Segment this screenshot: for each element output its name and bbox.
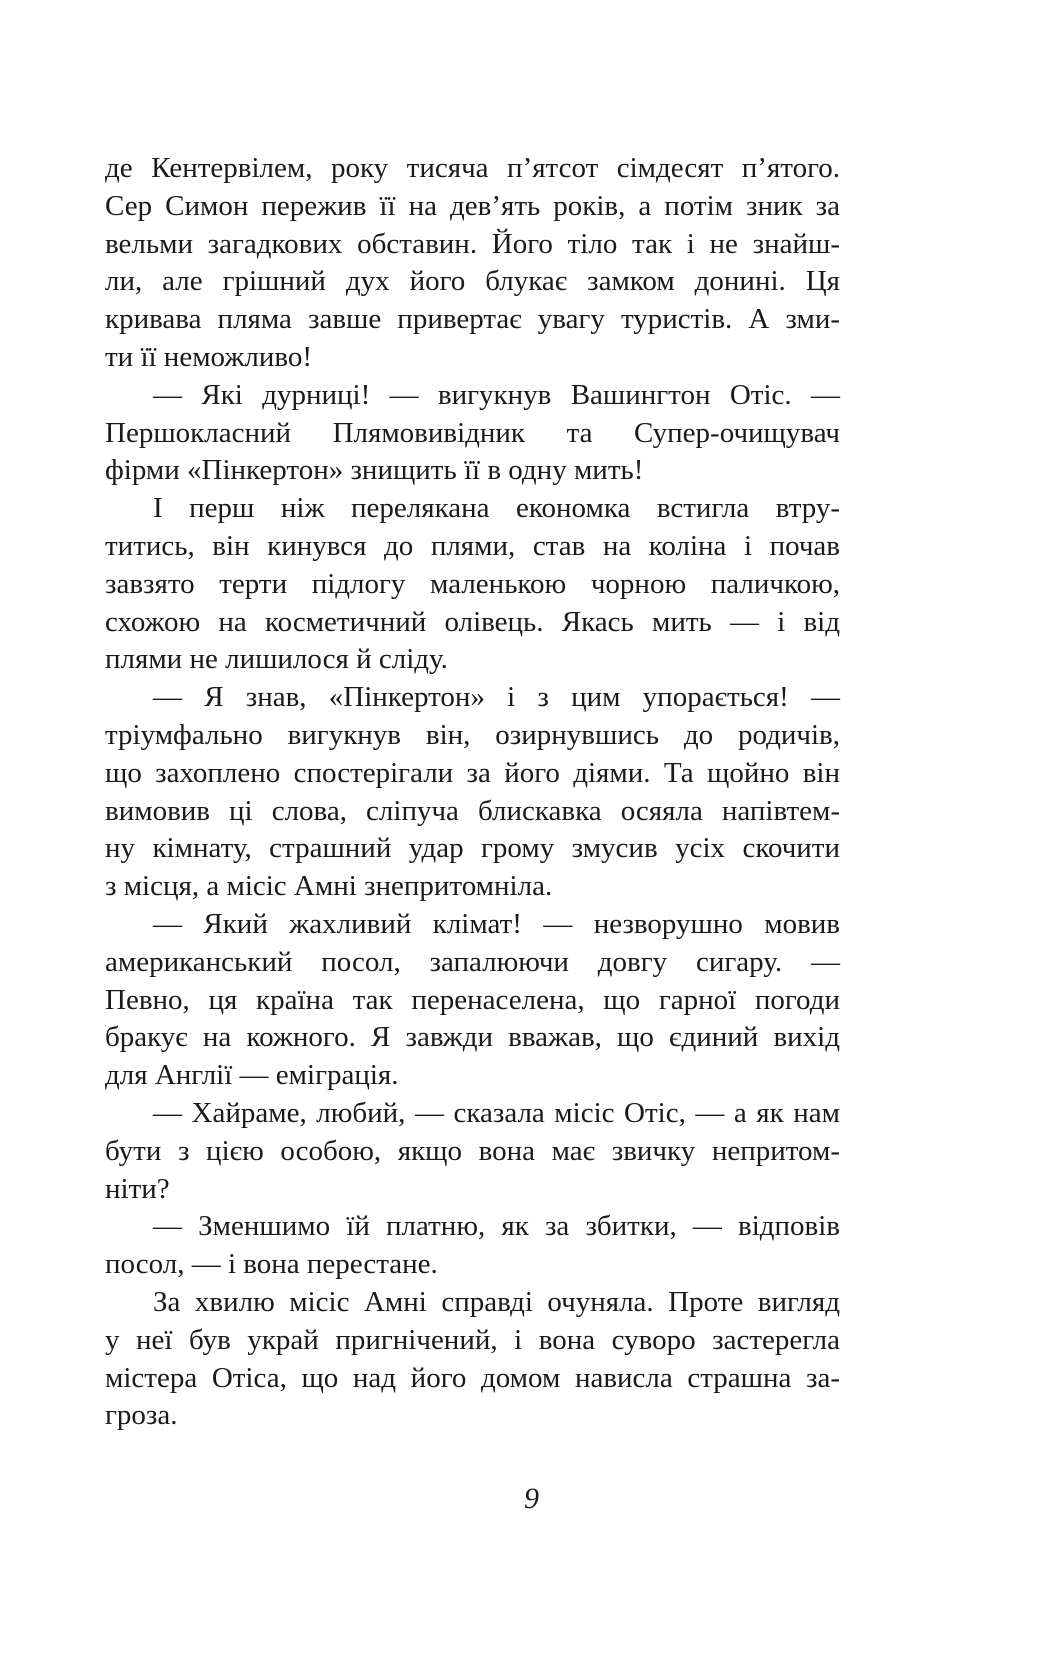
paragraph xyxy=(105,1095,840,1208)
text-line: — Який жахливий клімат! — незворушно мовив xyxy=(153,907,840,940)
text-line: бути з цією особою, якщо вона має звичку непритом- xyxy=(105,1134,840,1167)
text-line: Певно, ця країна так перенаселена, що гарної погоди xyxy=(105,983,840,1016)
text-line: вельми загадкових обставин. Його тіло так і не знайш- xyxy=(105,227,840,260)
text-line: кривава пляма завше привертає увагу туристів. А зми- xyxy=(105,303,840,336)
text-line: ну кімнату, страшний удар грому змусив усіх скочити xyxy=(105,832,840,865)
text-line: ніти? xyxy=(105,1172,170,1205)
text-line: — Зменшимо їй платню, як за збитки, — відповів xyxy=(153,1210,840,1243)
text-line: За хвилю місіс Амні справді очуняла. Проте вигляд xyxy=(153,1285,840,1318)
paragraph xyxy=(105,490,840,679)
paragraph xyxy=(105,150,840,377)
text-line: у неї був украй пригнічений, і вона суворо застерегла xyxy=(105,1323,840,1356)
body-text xyxy=(105,150,840,1435)
paragraph xyxy=(105,377,840,490)
paragraph xyxy=(105,906,840,1095)
page-number: 9 xyxy=(524,1482,539,1515)
text-line: плями не лишилося й сліду. xyxy=(105,643,448,676)
text-line: для Англії — еміграція. xyxy=(105,1059,399,1092)
text-line: гроза. xyxy=(105,1399,178,1432)
paragraph xyxy=(105,1284,840,1435)
text-line: титись, він кинувся до плями, став на коліна і почав xyxy=(105,529,840,562)
text-line: Першокласний Плямовивідник та Супер-очищувач xyxy=(105,416,840,449)
text-line: де Кентервілем, року тисяча п’ятсот сімдесят п’ятого. xyxy=(105,152,840,184)
paragraph xyxy=(105,1208,840,1284)
text-line: — Які дурниці! — вигукнув Вашингтон Отіс. — xyxy=(153,378,840,411)
paragraph xyxy=(105,679,840,906)
text-line: ли, але грішний дух його блукає замком донині. Ця xyxy=(105,265,840,298)
text-line: завзято терти підлогу маленькою чорною паличкою, xyxy=(105,567,840,600)
text-line: І перш ніж перелякана економка встигла втру- xyxy=(153,492,840,525)
text-line: ти її неможливо! xyxy=(105,340,313,373)
text-line: містера Отіса, що над його домом нависла страшна за- xyxy=(105,1361,840,1394)
text-line: схожою на косметичний олівець. Якась мить — і від xyxy=(105,605,840,638)
text-line: Сер Симон пережив її на дев’ять років, а потім зник за xyxy=(105,189,840,222)
text-line: бракує на кожного. Я завжди вважав, що єдиний вихід xyxy=(105,1021,840,1054)
text-line: вимовив ці слова, сліпуча блискавка осяяла напівтем- xyxy=(105,794,840,827)
text-line: американський посол, запалюючи довгу сигару. — xyxy=(105,945,840,978)
text-line: — Я знав, «Пінкертон» і з цим упорається! — xyxy=(153,681,840,714)
text-line: з місця, а місіс Амні знепритомніла. xyxy=(105,870,553,903)
text-line: посол, — і вона перестане. xyxy=(105,1248,438,1281)
text-line: — Хайраме, любий, — сказала місіс Отіс, — а як нам xyxy=(153,1096,840,1129)
text-line: тріумфально вигукнув він, озирнувшись до родичів, xyxy=(105,718,840,751)
text-line: що захоплено спостерігали за його діями. Та щойно він xyxy=(105,756,840,789)
text-line: фірми «Пінкертон» знищить її в одну мить! xyxy=(105,454,644,487)
